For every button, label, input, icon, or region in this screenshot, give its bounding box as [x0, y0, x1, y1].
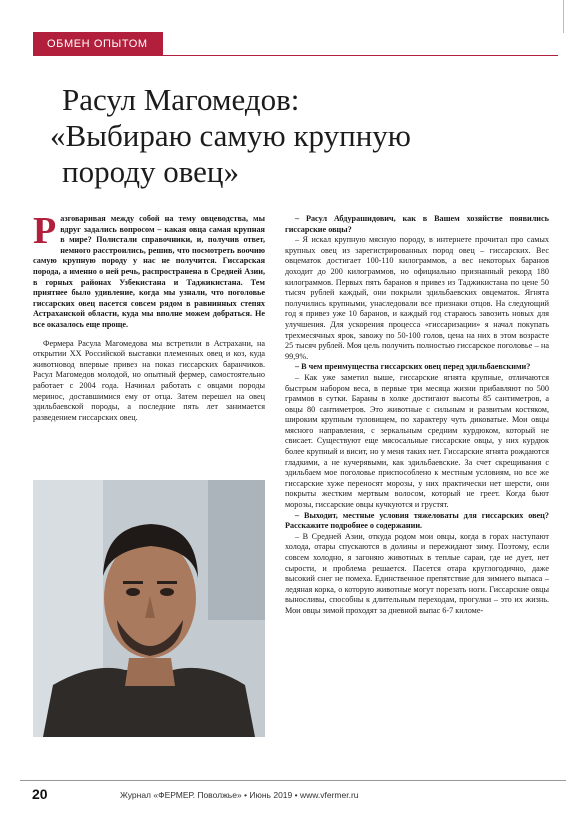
title-line-3: породу овец» [62, 154, 240, 189]
farmer-photo [33, 480, 265, 737]
page-number: 20 [32, 786, 48, 802]
intro-paragraph [33, 210, 265, 331]
question-2: – В чем преимущества гиссарских овец перед эдильбаевскими? [295, 362, 531, 372]
left-column [33, 210, 265, 423]
question-1: – Расул Абдурашидович, как в Вашем хозяйстве появились гиссарские овцы? [285, 214, 549, 234]
intro-text: азговаривая между собой на тему овцеводства, мы вдруг задались вопросом – какая овца самая крупная в мире? Полистали справочники, и, получив ответ, немного расстроились, решив, что посмотреть воочию самую крупную породу у нас не получится. Гиссарская порода, а именно о ней речь, распространена в Средней Азии, в горных районах Узбекистана и Таджикистана. Тем приятнее было удивление, когда мы узнали, что поголовье гиссарских овец пасется совсем рядом в равнинных степях Астраханской области, куда мы вполне можем добраться. Не все оказалось еще проще. [33, 214, 265, 329]
drop-cap: Р [33, 210, 57, 252]
answer-2: – Как уже заметил выше, гиссарские ягнята крупные, отличаются быстрым набором веса, в первые три месяца жизни прибавляют по 500 граммов в сутки. Бараны в холке достигают высоты 85 сантиметров, а овцы 80 сантиметров. Это животные с сильным и развитым костяком, широким крупным туловищем, по характеру чуть диковатые. Мои овцы мясного направления, с зеркальным средним курдюком, который не свисает. Существуют еще мясосальные гиссарские овцы, у них курдюк более крупный и висит, но у меня таких нет. Гиссарские ягнята рождаются гладкими, а не кучерявыми, как эдильбаевские. За счет скрещивания с эдильбаем мое поголовье приспособлено к местным условиям, но все же гиссарские хуже переносят морозы, у них практически нет шерсти, они покрыты жестким мертвым волосом, который не греет. Когда бьют морозы, гиссарские овцы кучкуются и грустят. [285, 372, 549, 510]
footer-rule [20, 780, 566, 781]
section-label: ОБМЕН ОПЫТОМ [33, 32, 163, 56]
footer-text: Журнал «ФЕРМЕР. Поволжье» • Июнь 2019 • www.vfermer.ru [120, 790, 359, 800]
right-column [285, 214, 549, 617]
page-corner-line [563, 0, 576, 33]
article-title [50, 82, 570, 190]
answer-1: – Я искал крупную мясную породу, в интернете прочитал про самых крупных овец из зарегистрированных пород овец – гиссарских. Вес овцематок достигает 100-110 килограммов, а вес некоторых баранов доходит до 200 килограммов, но официально признанный рекорд 180 килограммов. Первых пять баранов я привез из Таджикистана по цене 50 тысяч рублей каждый, они покрыли эдильбаевских овцематок. Ягнята получились крупными, унаследовали все признаки отцов. На следующий год я привез уже 10 баранов, и каждый год стараюсь завозить новых для улучшения. Для ускорения процесса «гиссаризации» я начал покупать трехмесячных ярок, завожу по 50-100 голов, цена на них в этом возрасте 25 тысяч рублей. Моя цель получить полностью гиссарское поголовье – на 99,9%. [285, 235, 549, 361]
answer-3: – В Средней Азии, откуда родом мои овцы, когда в горах наступают холода, отары спускаются в долины и пережидают зиму. Поэтому, если совсем холодно, я загоняю животных в теплые сараи, где не дует, нет сырости, и проблема решается. Пасется отара круглогодично, даже высокий снег не помеха. Единственное препятствие для зимнего выпаса – ледяная корка, о которую животные могут порезать ноги. Гиссарские овцы выносливы, способны к длительным переходам, прогулки – это их жизнь. Мои овцы зимой проходят за дневной выпас 6-7 киломе- [285, 531, 549, 615]
paragraph: Фермера Расула Магомедова мы встретили в Астрахани, на открытии XX Российской выставки племенных овец и коз, куда животновод впервые привез на показ гиссарских баранчиков. Расул Магомедов молодой, но опытный фермер, самостоятельно работает с 2004 года. Начинал работать с овцами породы меринос, доставшимися ему от отца. Затем перешел на овец эдильбаевской породы, а последние пять лет занимается разведением гиссарских овец. [33, 338, 265, 422]
title-line-2: «Выбираю самую крупную [50, 118, 411, 153]
header-rule [163, 55, 558, 56]
question-3: – Выходит, местные условия тяжеловаты для гиссарских овец? Расскажите подробнее о содержании. [285, 510, 549, 531]
title-line-1: Расул Магомедов: [62, 82, 300, 117]
